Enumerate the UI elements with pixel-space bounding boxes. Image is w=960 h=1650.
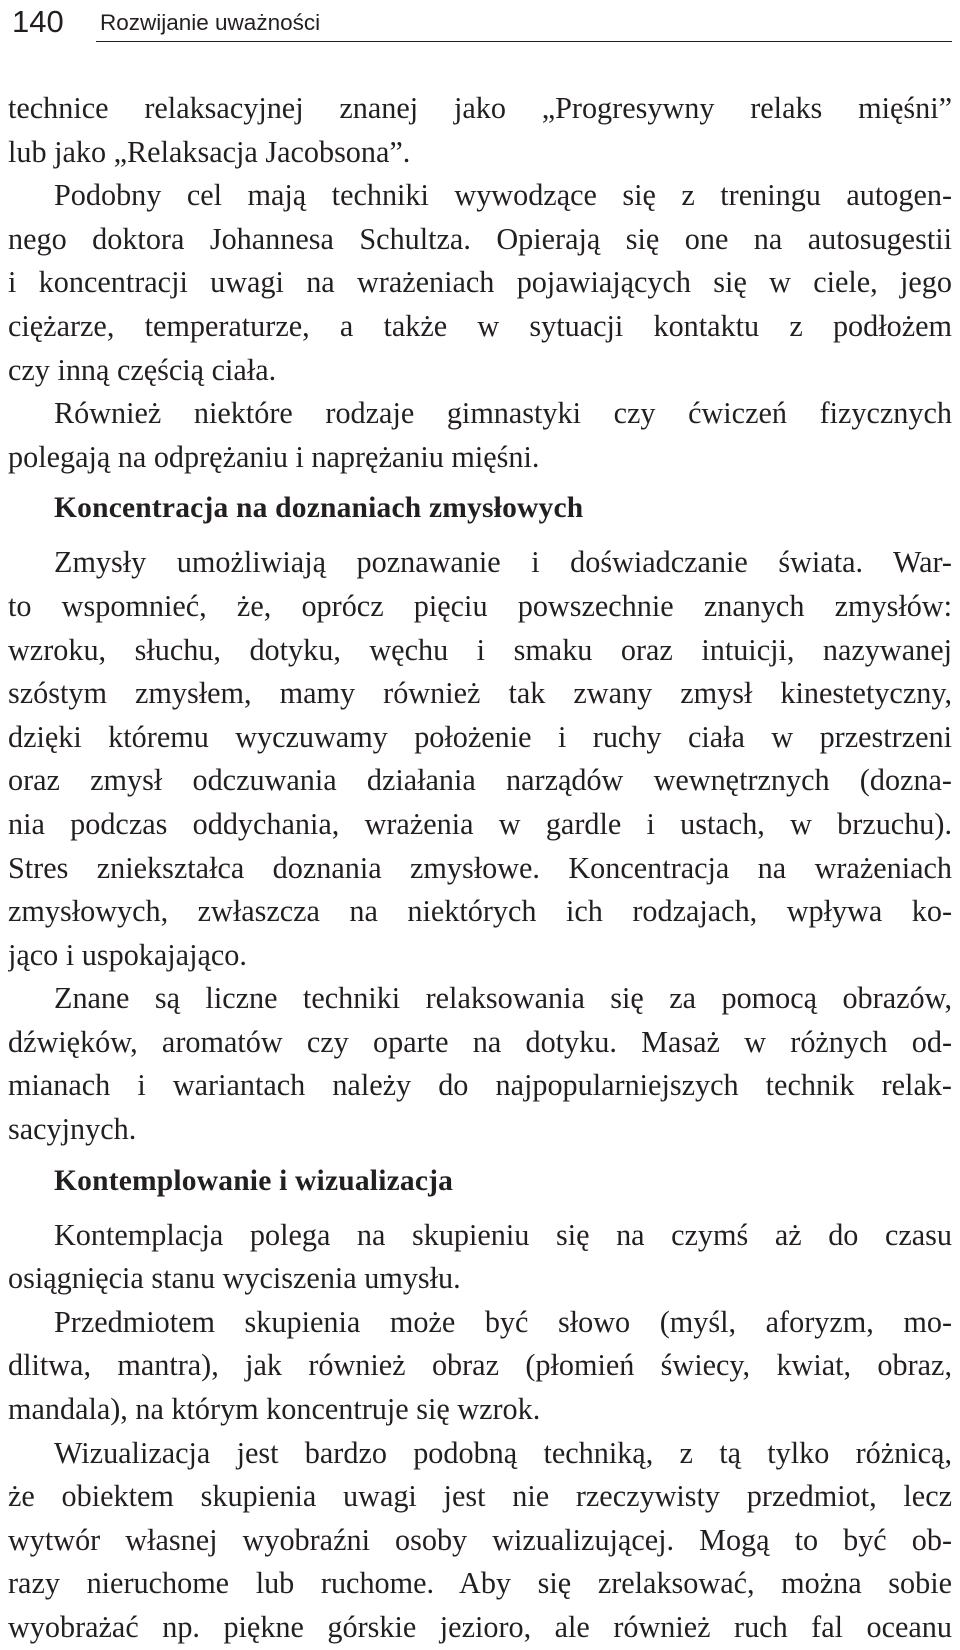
- body-text: [8, 87, 952, 1650]
- section-heading: Koncentracja na doznaniach zmysłowych: [54, 492, 584, 525]
- text-line: polegają na odprężaniu i naprężaniu mięśni.: [8, 439, 540, 474]
- text-line: wzroku, słuchu, dotyku, węchu i smaku oraz intuicji, nazywanej: [8, 632, 952, 667]
- text-line: dlitwa, mantra), jak również obraz (płomień świecy, kwiat, obraz,: [8, 1348, 952, 1383]
- text-line: jąco i uspokajająco.: [8, 937, 247, 972]
- text-line: dźwięków, aromatów czy oparte na dotyku. Masaż w różnych od-: [8, 1024, 952, 1059]
- text-line: razy nieruchome lub ruchome. Aby się zrelaksować, można sobie: [8, 1566, 952, 1601]
- text-line: Zmysły umożliwiają poznawanie i doświadczanie świata. War-: [54, 545, 952, 580]
- text-line: lub jako „Relaksacja Jacobsona”.: [8, 134, 411, 169]
- page-header: [8, 2, 952, 42]
- text-line: technice relaksacyjnej znanej jako „Progresywny relaks mięśni”: [8, 91, 952, 125]
- text-line: oraz zmysł odczuwania działania narządów wewnętrznych (dozna-: [8, 763, 952, 798]
- running-head: Rozwijanie uważności: [100, 10, 321, 35]
- text-line: sacyjnych.: [8, 1112, 137, 1147]
- text-line: to wspomnieć, że, oprócz pięciu powszechnie znanych zmysłów:: [8, 588, 952, 623]
- text-line: szóstym zmysłem, mamy również tak zwany zmysł kinestetyczny,: [8, 676, 952, 711]
- text-line: Kontemplacja polega na skupieniu się na czymś aż do czasu: [54, 1217, 952, 1252]
- text-line: wytwór własnej wyobraźni osoby wizualizującej. Mogą to być ob-: [8, 1522, 952, 1557]
- text-line: Wizualizacja jest bardzo podobną techniką, z tą tylko różnicą,: [54, 1435, 952, 1470]
- text-line: nego doktora Johannesa Schultza. Opierają się one na autosugestii: [8, 221, 952, 256]
- text-line: nia podczas oddychania, wrażenia w gardle i ustach, w brzuchu).: [8, 806, 952, 841]
- text-line: Stres zniekształca doznania zmysłowe. Koncentracja na wrażeniach: [8, 850, 952, 885]
- text-line: Również niektóre rodzaje gimnastyki czy ćwiczeń fizycznych: [54, 396, 952, 431]
- text-line: Przedmiotem skupienia może być słowo (myśl, aforyzm, mo-: [54, 1304, 952, 1339]
- text-line: wyobrażać np. piękne górskie jezioro, ale również ruch fal oceanu: [8, 1610, 952, 1644]
- header-rule: [96, 41, 952, 42]
- text-line: mandala), na którym koncentruje się wzrok.: [8, 1392, 541, 1427]
- text-line: czy inną częścią ciała.: [8, 352, 277, 387]
- text-line: osiągnięcia stanu wyciszenia umysłu.: [8, 1261, 461, 1296]
- page-number: 140: [12, 4, 64, 39]
- text-line: ciężarze, temperaturze, a także w sytuacji kontaktu z podłożem: [8, 308, 952, 343]
- section-heading: Kontemplowanie i wizualizacja: [54, 1164, 454, 1197]
- text-line: i koncentracji uwagi na wrażeniach pojawiających się w ciele, jego: [8, 265, 952, 300]
- text-line: że obiektem skupienia uwagi jest nie rzeczywisty przedmiot, lecz: [8, 1479, 952, 1514]
- text-line: zmysłowych, zwłaszcza na niektórych ich rodzajach, wpływa ko-: [8, 894, 952, 929]
- text-line: dzięki któremu wyczuwamy położenie i ruchy ciała w przestrzeni: [8, 719, 952, 754]
- text-line: Podobny cel mają techniki wywodzące się z treningu autogen-: [54, 178, 952, 213]
- text-line: Znane są liczne techniki relaksowania się za pomocą obrazów,: [54, 981, 952, 1016]
- text-line: mianach i wariantach należy do najpopularniejszych technik relak-: [8, 1068, 952, 1103]
